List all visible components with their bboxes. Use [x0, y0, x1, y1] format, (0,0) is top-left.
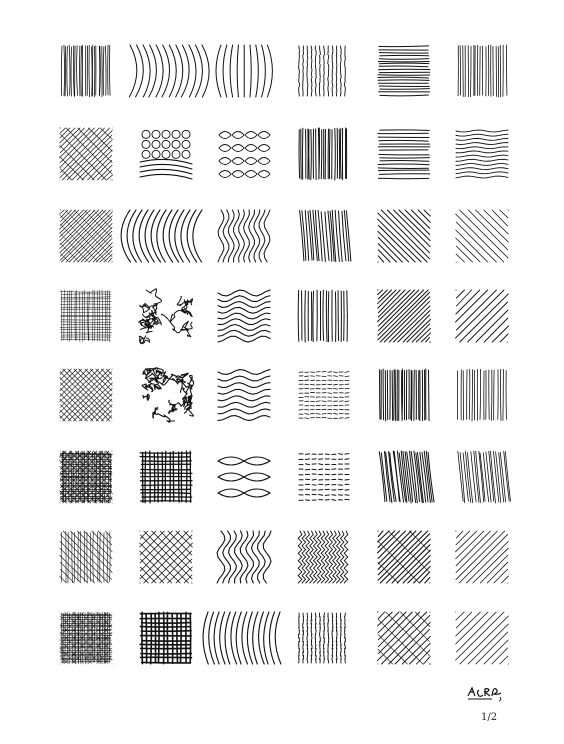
texture-swatch-dash-rows	[299, 454, 349, 501]
texture-swatch-dense-mesh	[60, 612, 113, 664]
texture-swatch-diagonal-lines-dense	[378, 290, 431, 342]
texture-swatch-squiggle-dashes	[139, 289, 193, 344]
page-number: 1/2	[481, 712, 498, 723]
texture-swatch-horizontal-waves	[218, 290, 270, 342]
texture-swatch-grid-crosshatch	[60, 290, 112, 342]
texture-swatch-diagonal-lines	[378, 210, 431, 262]
texture-swatch-slanted-vertical-lines	[379, 451, 434, 503]
texture-swatch-diagonal-crosshatch-light	[60, 531, 113, 583]
texture-swatch-vertical-zigzag-lines	[298, 531, 348, 583]
texture-swatch-curved-vertical-lines	[203, 612, 281, 664]
texture-swatch-vertical-slanted-lines	[300, 210, 351, 262]
texture-swatch-diagonal-hatching	[60, 128, 113, 180]
texture-swatch-grid	[140, 451, 192, 503]
texture-swatch-horizontal-wavy-lines	[456, 130, 508, 178]
texture-swatch-wave-loops	[218, 457, 270, 497]
texture-swatch-dense-vertical-lines	[299, 128, 347, 180]
texture-swatch-slanted-lines-fine	[458, 451, 511, 503]
texture-swatch-vertical-stipple-dashes	[299, 46, 346, 96]
texture-swatch-vertical-lines-dense	[380, 369, 429, 421]
texture-swatch-meander-squiggles	[142, 368, 194, 422]
texture-swatch-diagonal-hatching-dense	[60, 210, 113, 262]
texture-swatch-horizontal-lines	[378, 130, 430, 179]
texture-swatch-horizontal-parallel-lines	[378, 46, 430, 96]
texture-swatch-circles-over-waves	[140, 130, 192, 179]
texture-swatch-wavy-vertical-lines	[218, 210, 270, 262]
texture-swatch-broken-horizontal-dashes	[299, 372, 349, 419]
texture-swatch-diagonal-crosshatch	[60, 369, 113, 421]
texture-swatch-horizontal-waves-sparse	[218, 370, 270, 421]
texture-swatch-bowed-vertical-lines	[216, 45, 272, 97]
texture-swatch-diagonal-lines-light	[456, 612, 509, 664]
texture-swatch-vertical-lines-fine	[457, 369, 506, 421]
texture-swatch-curved-parallel-lines	[129, 45, 209, 97]
texture-swatch-curved-diagonal-lines	[121, 210, 202, 262]
texture-swatch-dense-crosshatch	[60, 451, 113, 503]
texture-swatch-diagonal-crosshatch-medium	[140, 531, 193, 583]
texture-swatch-dense-vertical-strokes	[61, 45, 110, 97]
texture-swatch-vertical-lines	[298, 290, 347, 342]
texture-swatch-vertical-dotted-lines	[299, 613, 346, 663]
texture-swatch-woven-grid	[140, 612, 191, 663]
texture-swatch-loop-pattern	[219, 132, 270, 178]
texture-swatch-diagonal-lines-fine	[456, 210, 509, 262]
texture-swatch-diagonal-crosshatch-sparse	[378, 612, 431, 664]
texture-swatch-diagonal-lines-heavy	[378, 531, 431, 583]
artist-signature	[466, 682, 506, 704]
texture-swatch-diagonal-lines-sparse	[456, 290, 509, 342]
texture-swatch-fine-vertical-lines	[458, 45, 507, 97]
texture-swatch-vertical-wave-curls	[217, 531, 271, 583]
texture-swatch-diagonal-hatching-light	[456, 531, 509, 583]
